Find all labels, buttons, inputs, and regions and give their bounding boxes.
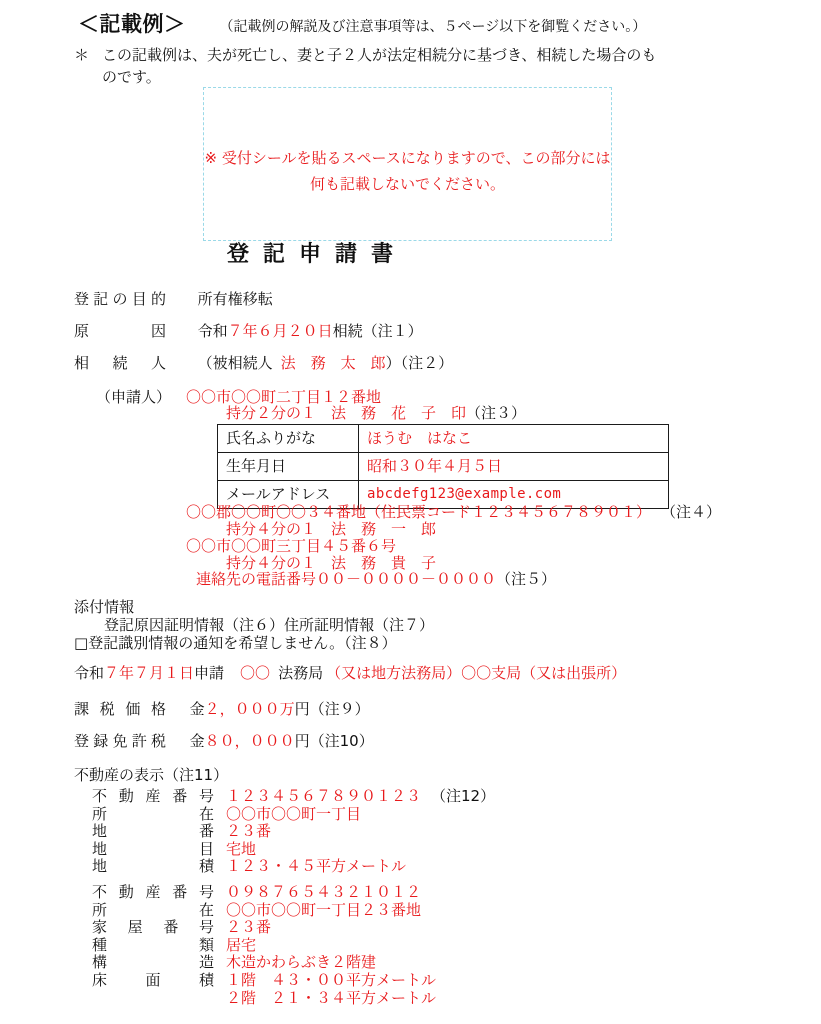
applicant-share: 持分２分の１ 法 務 花 子 印 bbox=[226, 404, 467, 422]
property-row bbox=[92, 990, 436, 1008]
property-row bbox=[92, 919, 436, 937]
table-row bbox=[218, 425, 669, 453]
property-key: 構造 bbox=[92, 953, 214, 972]
filing-office-alt: （又は地方法務局）〇〇支局（又は出張所） bbox=[326, 664, 627, 682]
applicant-label: （申請人） bbox=[96, 388, 172, 406]
property-note: （注12） bbox=[431, 787, 496, 805]
heir2-share: 持分４分の１ 法 務 一 郎 bbox=[226, 520, 437, 538]
property-key: 地番 bbox=[92, 822, 214, 841]
property-key: 所在 bbox=[92, 804, 214, 823]
property-value: 〇〇市〇〇町一丁目 bbox=[226, 804, 362, 823]
field-purpose-label: 登記の目的 bbox=[74, 290, 166, 308]
property-key: 地目 bbox=[92, 839, 214, 858]
intro-note-line1: この記載例は、夫が死亡し、妻と子２人が法定相続分に基づき、相続した場合のも bbox=[102, 46, 657, 64]
property-row bbox=[92, 884, 436, 902]
heir2-address-row bbox=[186, 505, 721, 520]
sticker-notice-line2: 何も記載しないでください。 bbox=[309, 175, 505, 194]
tax-duty-label: 登録免許税 bbox=[74, 732, 166, 750]
table-row bbox=[218, 453, 669, 481]
sticker-notice-line1: ※ 受付シールを貼るスペースになりますので、この部分には bbox=[204, 149, 611, 167]
sticker-notice bbox=[204, 145, 611, 198]
property-value: 木造かわらぶき２階建 bbox=[226, 953, 377, 972]
heir2-note: （注４） bbox=[661, 503, 722, 521]
contact-phone-row bbox=[196, 572, 556, 587]
applicant-address: 〇〇市〇〇町二丁目１２番地 bbox=[186, 388, 382, 406]
field-purpose bbox=[74, 292, 273, 307]
table-cell-key: 生年月日 bbox=[218, 453, 359, 481]
page-title: ＜記載例＞ bbox=[78, 12, 186, 36]
field-cause-suffix: 相続（注１） bbox=[332, 322, 423, 340]
property-section-title-row bbox=[74, 768, 228, 783]
tax-duty-prefix: 金 bbox=[189, 732, 205, 750]
heir2-address: 〇〇郡〇〇町〇〇３４番地（住民票コード１２３４５６７８９０１） bbox=[186, 503, 652, 521]
tax-price-suffix: 円 bbox=[294, 700, 310, 718]
property-row bbox=[92, 806, 495, 824]
table-cell-value: ほうむ はなこ bbox=[359, 425, 669, 453]
field-heir bbox=[74, 356, 453, 371]
attachment-line2: 登記識別情報の通知を希望しません。（注８） bbox=[88, 634, 397, 652]
property-key: 家屋番号 bbox=[92, 918, 214, 937]
property-row bbox=[92, 823, 495, 841]
table-cell-value-email: abcdefg123@example.com bbox=[359, 481, 669, 509]
table-cell-key: メールアドレス bbox=[218, 481, 359, 509]
filing-office: 法務局 bbox=[278, 664, 324, 682]
property-land-block bbox=[92, 788, 495, 876]
property-row bbox=[92, 937, 436, 955]
property-value: １２３４５６７８９０１２３ bbox=[226, 787, 422, 805]
receipt-sticker-box bbox=[203, 87, 612, 241]
tax-duty-suffix: 円 bbox=[294, 732, 310, 750]
property-key: 地積 bbox=[92, 857, 214, 876]
checkbox-icon[interactable]: □ bbox=[74, 634, 89, 652]
document-title: 登記申請書 bbox=[226, 242, 407, 267]
intro-note bbox=[74, 44, 789, 88]
applicant-detail-table bbox=[217, 424, 669, 509]
attachment-title: 添付情報 bbox=[74, 598, 135, 616]
property-value: ２３番 bbox=[226, 918, 272, 937]
tax-price-value: ２，０００万 bbox=[204, 700, 295, 718]
field-cause-date: ７年６月２０日 bbox=[227, 322, 333, 340]
table-cell-value: 昭和３０年４月５日 bbox=[359, 453, 669, 481]
property-key: 不動産番号 bbox=[92, 787, 214, 805]
property-value: ２階 ２１・３４平方メートル bbox=[226, 988, 437, 1007]
property-key: 所在 bbox=[92, 900, 214, 919]
property-section-title: 不動産の表示 bbox=[74, 766, 165, 784]
applicant-share-row bbox=[226, 406, 526, 421]
property-value: ２３番 bbox=[226, 822, 272, 841]
field-heir-close: ）（注２） bbox=[385, 354, 454, 372]
attachment-optout-row bbox=[74, 636, 397, 651]
property-value: １２３・４５平方メートル bbox=[226, 857, 407, 876]
property-value: 宅地 bbox=[226, 839, 257, 858]
intro-note-line2: のです。 bbox=[102, 68, 161, 87]
field-cause-label: 原因 bbox=[74, 322, 166, 340]
property-row bbox=[92, 902, 436, 920]
heir3-share: 持分４分の１ 法 務 貴 子 bbox=[226, 554, 437, 572]
property-value: 居宅 bbox=[226, 935, 257, 954]
tax-duty-row bbox=[74, 734, 374, 749]
tax-duty-value: ８０，０００ bbox=[204, 732, 295, 750]
property-key: 種類 bbox=[92, 935, 214, 954]
property-key: 不動産番号 bbox=[92, 883, 214, 901]
tax-price-label: 課税価格 bbox=[74, 700, 166, 718]
property-value: ０９８７６５４３２１０１２ bbox=[226, 883, 422, 901]
field-purpose-value: 所有権移転 bbox=[197, 290, 273, 308]
filing-date: ７年７月１日 bbox=[104, 664, 195, 682]
asterisk-mark: ＊ bbox=[74, 46, 90, 64]
property-building-block bbox=[92, 884, 436, 1007]
property-value: 〇〇市〇〇町一丁目２３番地 bbox=[226, 900, 422, 919]
property-row bbox=[92, 788, 495, 806]
field-heir-decedent: 法 務 太 郎 bbox=[280, 354, 386, 372]
property-row bbox=[92, 858, 495, 876]
contact-phone: 連絡先の電話番号００－００００－００００ bbox=[196, 570, 497, 588]
heir3-address: 〇〇市〇〇町三丁目４５番６号 bbox=[186, 537, 397, 555]
property-row bbox=[92, 954, 436, 972]
contact-phone-note: （注５） bbox=[496, 570, 557, 588]
filing-apply: 申請 bbox=[194, 664, 225, 682]
tax-price-note: （注９） bbox=[309, 700, 370, 718]
tax-price-prefix: 金 bbox=[189, 700, 205, 718]
filing-line bbox=[74, 666, 626, 681]
property-row bbox=[92, 841, 495, 859]
property-key: 床面積 bbox=[92, 970, 214, 989]
attachment-line1: 登記原因証明情報（注６）住所証明情報（注７） bbox=[104, 616, 435, 634]
property-row bbox=[92, 972, 436, 990]
filing-office-mark: 〇〇 bbox=[240, 664, 271, 682]
tax-duty-note: （注10） bbox=[309, 732, 374, 750]
header-row bbox=[78, 14, 808, 35]
header-note: （記載例の解説及び注意事項等は、５ページ以下を御覧ください。） bbox=[219, 19, 647, 35]
tax-price-row bbox=[74, 702, 370, 717]
field-heir-label: 相続人 bbox=[74, 354, 166, 372]
property-section-note: （注11） bbox=[164, 766, 229, 784]
property-value: １階 ４３・００平方メートル bbox=[226, 970, 437, 989]
filing-era: 令和 bbox=[74, 664, 105, 682]
field-heir-open: （被相続人 bbox=[197, 354, 273, 372]
field-cause-era: 令和 bbox=[197, 322, 228, 340]
applicant-share-note: （注３） bbox=[466, 404, 527, 422]
table-cell-key: 氏名ふりがな bbox=[218, 425, 359, 453]
field-cause bbox=[74, 324, 423, 339]
